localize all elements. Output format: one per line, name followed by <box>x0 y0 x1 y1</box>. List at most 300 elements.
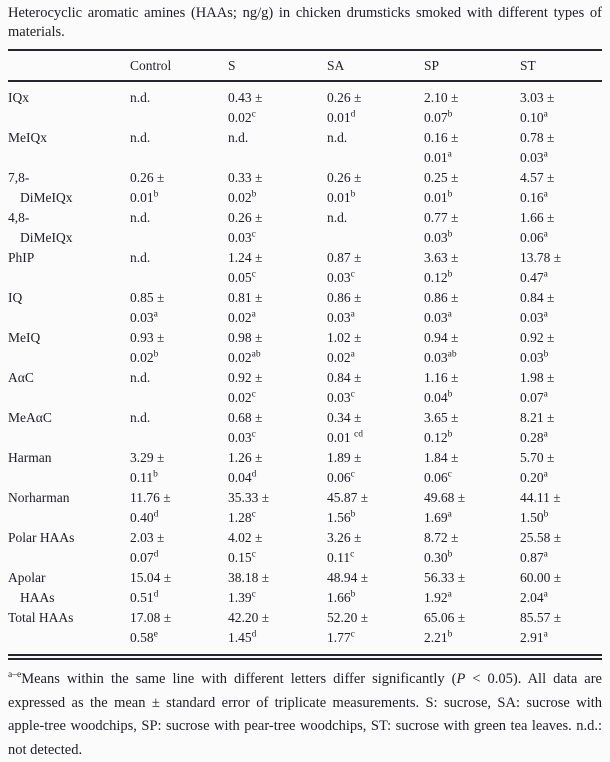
cell-mean: 13.78 ± <box>520 250 562 265</box>
cell-mean: 5.70 ± <box>520 450 555 465</box>
cell-mean: n.d. <box>327 130 348 145</box>
cell-stderr-value: 0.51 <box>130 590 154 605</box>
cell-stderr <box>424 308 520 328</box>
cell-mean: 0.78 ± <box>520 130 555 145</box>
significance-letter: d <box>251 629 257 640</box>
cell-stderr-value: 0.01 <box>424 190 448 205</box>
cell-stderr <box>520 268 602 288</box>
value-cell <box>424 128 520 168</box>
significance-letter: b <box>350 189 356 200</box>
table-caption: Heterocyclic aromatic amines (HAAs; ng/g) in chicken drumsticks smoked with different types of materials. <box>8 5 602 40</box>
cell-stderr-value: 0.07 <box>130 550 154 565</box>
significance-letter: e <box>153 629 158 640</box>
significance-letter: d <box>153 589 159 600</box>
significance-letter: ab <box>251 349 261 360</box>
cell-stderr-value: 1.39 <box>228 590 252 605</box>
value-cell <box>327 448 424 488</box>
cell-mean: 42.20 ± <box>228 610 270 625</box>
cell-mean: 0.33 ± <box>228 170 263 185</box>
col-header: ST <box>520 50 602 81</box>
row-label-line: IQ <box>8 290 23 305</box>
row-label-line: DiMeIQx <box>20 230 73 245</box>
row-label <box>8 128 130 168</box>
value-cell <box>130 608 228 657</box>
value-cell <box>327 168 424 208</box>
cell-stderr-value: 0.02 <box>228 310 252 325</box>
cell-stderr-value: 1.69 <box>424 510 448 525</box>
table-row <box>8 328 602 368</box>
cell-mean: 52.20 ± <box>327 610 369 625</box>
value-cell <box>130 528 228 568</box>
cell-stderr-value: 0.04 <box>228 470 252 485</box>
cell-stderr <box>327 388 424 408</box>
row-label-line: HAAs <box>20 590 55 605</box>
row-label-line: IQx <box>8 90 29 105</box>
cell-stderr-value: 0.01 <box>424 150 448 165</box>
haa-table <box>8 49 602 660</box>
table-row <box>8 208 602 248</box>
significance-letter: c <box>251 429 256 440</box>
cell-stderr <box>327 588 424 608</box>
cell-stderr-value: 0.01 <box>327 190 351 205</box>
cell-stderr-value: 0.02 <box>228 390 252 405</box>
col-header: SA <box>327 50 424 81</box>
col-header-blank <box>8 50 130 81</box>
footnote-sup-marker: a–e <box>8 670 22 681</box>
cell-stderr-value: 0.10 <box>520 110 544 125</box>
row-label <box>8 81 130 128</box>
cell-stderr <box>228 628 327 648</box>
cell-mean: 85.57 ± <box>520 610 562 625</box>
cell-stderr-value: 0.16 <box>520 190 544 205</box>
cell-stderr <box>327 268 424 288</box>
value-cell <box>424 488 520 528</box>
value-cell <box>228 288 327 328</box>
row-label-line: AαC <box>8 370 34 385</box>
row-label <box>8 328 130 368</box>
value-cell <box>327 288 424 328</box>
cell-stderr <box>228 508 327 528</box>
table-row <box>8 248 602 288</box>
cell-mean: 1.02 ± <box>327 330 362 345</box>
cell-stderr <box>327 108 424 128</box>
cell-mean: 0.81 ± <box>228 290 263 305</box>
row-label-line: Apolar <box>8 570 46 585</box>
cell-stderr <box>424 428 520 448</box>
significance-letter: b <box>251 189 257 200</box>
value-cell <box>520 448 602 488</box>
table-row <box>8 128 602 168</box>
significance-letter: a <box>543 429 548 440</box>
col-header: SP <box>424 50 520 81</box>
value-cell <box>327 608 424 657</box>
cell-stderr-value: 0.11 <box>327 550 351 565</box>
cell-mean: 0.43 ± <box>228 90 263 105</box>
cell-mean: 1.89 ± <box>327 450 362 465</box>
cell-mean: n.d. <box>228 130 249 145</box>
value-cell <box>424 528 520 568</box>
cell-mean: n.d. <box>130 210 151 225</box>
row-label <box>8 488 130 528</box>
significance-letter: a <box>543 309 548 320</box>
row-label <box>8 608 130 657</box>
value-cell <box>327 328 424 368</box>
cell-stderr-value: 1.56 <box>327 510 351 525</box>
cell-stderr <box>520 548 602 568</box>
significance-letter: c <box>350 389 355 400</box>
cell-stderr-value: 0.06 <box>520 230 544 245</box>
significance-letter: b <box>447 549 453 560</box>
significance-letter: c <box>447 469 452 480</box>
table-row <box>8 368 602 408</box>
cell-stderr <box>520 468 602 488</box>
cell-mean: 35.33 ± <box>228 490 270 505</box>
value-cell <box>327 408 424 448</box>
col-header: Control <box>130 50 228 81</box>
cell-mean: 0.86 ± <box>327 290 362 305</box>
significance-letter: c <box>251 269 256 280</box>
cell-stderr <box>520 428 602 448</box>
row-label <box>8 408 130 448</box>
significance-letter: c <box>350 469 355 480</box>
cell-mean: 0.85 ± <box>130 290 165 305</box>
value-cell <box>228 408 327 448</box>
value-cell <box>228 128 327 168</box>
cell-mean: n.d. <box>130 90 151 105</box>
cell-mean: 0.26 ± <box>327 90 362 105</box>
table-body <box>8 81 602 657</box>
significance-letter: a <box>543 589 548 600</box>
value-cell <box>520 408 602 448</box>
cell-stderr-value: 2.91 <box>520 630 544 645</box>
value-cell <box>327 368 424 408</box>
significance-letter: a <box>543 229 548 240</box>
significance-letter: a <box>350 349 355 360</box>
significance-letter: cd <box>354 429 363 440</box>
cell-mean: 3.03 ± <box>520 90 555 105</box>
cell-mean: 49.68 ± <box>424 490 466 505</box>
significance-letter: d <box>153 549 159 560</box>
cell-stderr <box>520 348 602 368</box>
cell-mean: 60.00 ± <box>520 570 562 585</box>
value-cell <box>424 208 520 248</box>
footnote-text-1: Means within the same line with different letters differ significantly ( <box>21 671 457 687</box>
cell-stderr-value: 0.03 <box>327 390 351 405</box>
cell-stderr <box>520 228 602 248</box>
row-label-line: Polar HAAs <box>8 530 75 545</box>
significance-letter: a <box>350 309 355 320</box>
significance-letter: b <box>447 629 453 640</box>
row-label <box>8 528 130 568</box>
cell-mean: 0.16 ± <box>424 130 459 145</box>
cell-stderr <box>130 628 228 648</box>
cell-mean: 0.92 ± <box>520 330 555 345</box>
cell-stderr-value: 0.02 <box>228 190 252 205</box>
cell-stderr-value: 0.07 <box>424 110 448 125</box>
cell-stderr-value: 0.01 <box>327 110 351 125</box>
cell-mean: 44.11 ± <box>520 490 561 505</box>
cell-mean: 0.26 ± <box>327 170 362 185</box>
value-cell <box>130 288 228 328</box>
cell-stderr-value: 2.04 <box>520 590 544 605</box>
significance-letter: b <box>447 229 453 240</box>
cell-stderr <box>327 308 424 328</box>
value-cell <box>520 81 602 128</box>
cell-stderr <box>520 148 602 168</box>
significance-letter: c <box>251 589 256 600</box>
row-label-line: DiMeIQx <box>20 190 73 205</box>
cell-stderr <box>520 188 602 208</box>
cell-stderr-value: 1.28 <box>228 510 252 525</box>
cell-stderr-value: 0.47 <box>520 270 544 285</box>
cell-stderr-value: 0.02 <box>228 350 252 365</box>
significance-letter: b <box>153 469 158 480</box>
value-cell <box>424 81 520 128</box>
value-cell <box>130 488 228 528</box>
value-cell <box>327 488 424 528</box>
cell-stderr-value: 0.03 <box>228 230 252 245</box>
value-cell <box>228 448 327 488</box>
cell-stderr <box>228 268 327 288</box>
cell-stderr-value: 0.40 <box>130 510 154 525</box>
value-cell <box>424 168 520 208</box>
cell-mean: 1.24 ± <box>228 250 263 265</box>
cell-stderr <box>327 508 424 528</box>
significance-letter: a <box>543 189 548 200</box>
cell-stderr-value: 0.03 <box>520 150 544 165</box>
cell-mean: 2.03 ± <box>130 530 165 545</box>
cell-stderr <box>424 388 520 408</box>
cell-stderr-value: 0.12 <box>424 430 448 445</box>
cell-stderr-value: 0.02 <box>130 350 154 365</box>
cell-mean: 1.84 ± <box>424 450 459 465</box>
row-label-line: 7,8- <box>8 170 30 185</box>
cell-mean: 0.92 ± <box>228 370 263 385</box>
cell-stderr <box>424 108 520 128</box>
cell-mean: 0.87 ± <box>327 250 362 265</box>
value-cell <box>520 368 602 408</box>
value-cell <box>520 248 602 288</box>
value-cell <box>520 288 602 328</box>
row-label-line: PhIP <box>8 250 35 265</box>
value-cell <box>424 288 520 328</box>
value-cell <box>327 208 424 248</box>
significance-letter: c <box>251 549 256 560</box>
cell-stderr <box>424 268 520 288</box>
value-cell <box>228 328 327 368</box>
cell-mean: 0.86 ± <box>424 290 459 305</box>
value-cell <box>327 568 424 608</box>
cell-mean: 45.87 ± <box>327 490 369 505</box>
table-row <box>8 81 602 128</box>
row-label-line: MeIQ <box>8 330 41 345</box>
value-cell <box>130 128 228 168</box>
cell-stderr-value: 1.45 <box>228 630 252 645</box>
cell-stderr-value: 0.04 <box>424 390 448 405</box>
value-cell <box>228 81 327 128</box>
cell-stderr <box>327 548 424 568</box>
significance-letter: b <box>543 349 549 360</box>
significance-letter: d <box>153 509 159 520</box>
cell-stderr <box>424 468 520 488</box>
significance-letter: b <box>543 509 549 520</box>
value-cell <box>327 81 424 128</box>
cell-stderr-value: 0.02 <box>327 350 351 365</box>
cell-stderr <box>130 468 228 488</box>
value-cell <box>130 248 228 288</box>
value-cell <box>130 81 228 128</box>
header-row <box>8 50 602 81</box>
significance-letter: a <box>447 149 452 160</box>
value-cell <box>520 568 602 608</box>
row-label <box>8 288 130 328</box>
cell-stderr <box>327 628 424 648</box>
cell-mean: 0.77 ± <box>424 210 459 225</box>
cell-stderr <box>228 548 327 568</box>
significance-letter: a <box>543 269 548 280</box>
table-footnote <box>8 668 602 762</box>
cell-stderr <box>228 468 327 488</box>
significance-letter: c <box>251 109 256 120</box>
cell-stderr <box>520 508 602 528</box>
cell-mean: 3.63 ± <box>424 250 459 265</box>
value-cell <box>424 608 520 657</box>
significance-letter: a <box>251 309 256 320</box>
cell-stderr-value: 0.03 <box>424 230 448 245</box>
cell-mean: 48.94 ± <box>327 570 369 585</box>
significance-letter: c <box>251 509 256 520</box>
significance-letter: c <box>350 629 355 640</box>
cell-mean: 11.76 ± <box>130 490 171 505</box>
cell-stderr <box>228 308 327 328</box>
cell-stderr <box>327 188 424 208</box>
cell-mean: 65.06 ± <box>424 610 466 625</box>
cell-mean: 1.66 ± <box>520 210 555 225</box>
significance-letter: ab <box>447 349 457 360</box>
value-cell <box>130 208 228 248</box>
cell-stderr-value: 0.12 <box>424 270 448 285</box>
cell-mean: 3.65 ± <box>424 410 459 425</box>
significance-letter: b <box>447 429 453 440</box>
cell-stderr-value: 0.05 <box>228 270 252 285</box>
value-cell <box>424 368 520 408</box>
table-row <box>8 448 602 488</box>
cell-stderr <box>228 348 327 368</box>
cell-stderr-value: 0.15 <box>228 550 252 565</box>
cell-mean: n.d. <box>130 130 151 145</box>
cell-mean: 3.29 ± <box>130 450 165 465</box>
cell-stderr-value: 0.20 <box>520 470 544 485</box>
table-row <box>8 528 602 568</box>
row-label-line: Norharman <box>8 490 70 505</box>
table-row <box>8 288 602 328</box>
cell-stderr-value: 0.03 <box>327 310 351 325</box>
significance-letter: a <box>543 389 548 400</box>
row-label-line: 4,8- <box>8 210 30 225</box>
cell-stderr <box>228 588 327 608</box>
cell-mean: 0.25 ± <box>424 170 459 185</box>
value-cell <box>520 488 602 528</box>
significance-letter: c <box>350 549 355 560</box>
value-cell <box>130 448 228 488</box>
cell-stderr <box>424 628 520 648</box>
significance-letter: b <box>153 349 159 360</box>
significance-letter: d <box>251 469 257 480</box>
cell-mean: 8.72 ± <box>424 530 459 545</box>
cell-stderr <box>520 588 602 608</box>
value-cell <box>228 248 327 288</box>
cell-stderr <box>520 308 602 328</box>
significance-letter: b <box>447 189 453 200</box>
cell-mean: 1.98 ± <box>520 370 555 385</box>
value-cell <box>520 128 602 168</box>
cell-mean: n.d. <box>130 410 151 425</box>
significance-letter: b <box>447 269 453 280</box>
table-row <box>8 408 602 448</box>
cell-stderr <box>424 188 520 208</box>
value-cell <box>228 168 327 208</box>
cell-mean: 38.18 ± <box>228 570 270 585</box>
cell-stderr <box>424 508 520 528</box>
cell-stderr <box>424 548 520 568</box>
value-cell <box>228 608 327 657</box>
value-cell <box>327 248 424 288</box>
cell-stderr <box>228 428 327 448</box>
cell-stderr-value: 0.06 <box>327 470 351 485</box>
row-label-line: MeIQx <box>8 130 47 145</box>
cell-stderr-value: 0.03 <box>424 350 448 365</box>
cell-mean: 17.08 ± <box>130 610 172 625</box>
cell-stderr-value: 0.11 <box>130 470 154 485</box>
value-cell <box>520 208 602 248</box>
cell-mean: n.d. <box>130 250 151 265</box>
cell-stderr-value: 0.03 <box>228 430 252 445</box>
significance-letter: b <box>153 189 159 200</box>
cell-mean: 4.02 ± <box>228 530 263 545</box>
footnote-p-italic: P <box>456 671 466 687</box>
cell-stderr-value: 0.87 <box>520 550 544 565</box>
significance-letter: b <box>350 509 356 520</box>
value-cell <box>520 608 602 657</box>
footnote-text-2: < 0.05). All data are expressed as the mean ± standard error of triplicate measurements. S: sucrose, SA: sucrose with apple-tree woodchips, SP: sucrose with pear-tree woodchips, ST: sucrose with green tea leaves. n.d.: not detected. <box>8 671 602 758</box>
cell-stderr <box>520 108 602 128</box>
cell-mean: 4.57 ± <box>520 170 555 185</box>
value-cell <box>130 328 228 368</box>
cell-mean: 1.16 ± <box>424 370 459 385</box>
cell-mean: 56.33 ± <box>424 570 466 585</box>
cell-mean: n.d. <box>327 210 348 225</box>
value-cell <box>327 528 424 568</box>
significance-letter: b <box>447 109 453 120</box>
cell-stderr-value: 0.07 <box>520 390 544 405</box>
cell-stderr <box>327 348 424 368</box>
cell-stderr <box>130 548 228 568</box>
cell-stderr-value: 0.03 <box>520 310 544 325</box>
row-label <box>8 568 130 608</box>
cell-mean: n.d. <box>130 370 151 385</box>
row-label-line: Harman <box>8 450 52 465</box>
row-label <box>8 208 130 248</box>
cell-stderr <box>228 228 327 248</box>
cell-mean: 2.10 ± <box>424 90 459 105</box>
cell-stderr-value: 0.03 <box>327 270 351 285</box>
cell-mean: 0.26 ± <box>228 210 263 225</box>
significance-letter: a <box>543 149 548 160</box>
cell-mean: 0.93 ± <box>130 330 165 345</box>
cell-mean: 1.26 ± <box>228 450 263 465</box>
significance-letter: a <box>447 509 452 520</box>
cell-stderr <box>424 148 520 168</box>
